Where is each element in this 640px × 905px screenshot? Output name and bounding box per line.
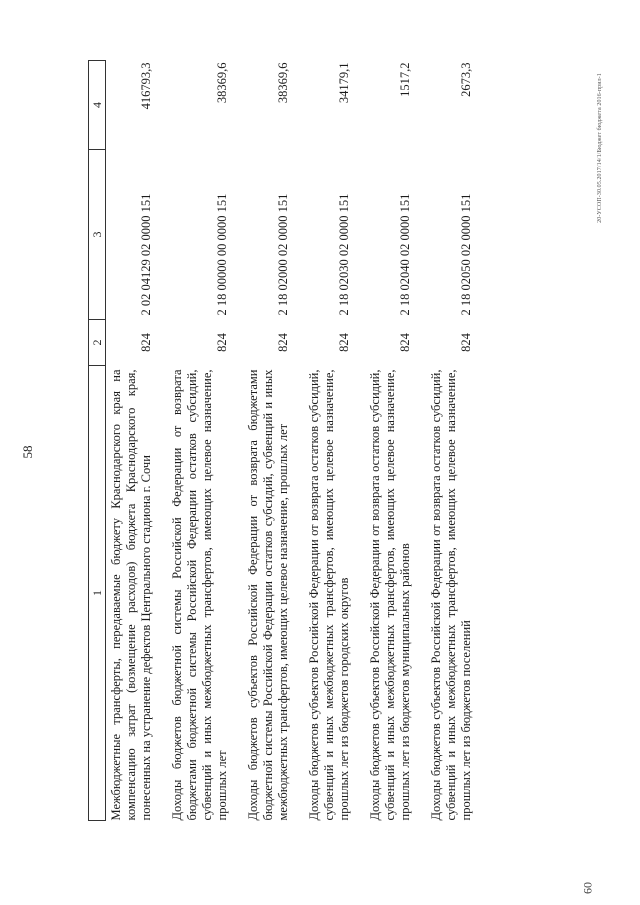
corner-page-number: 60	[580, 882, 595, 894]
row-classification-code: 2 18 02040 02 0000 151	[398, 193, 412, 316]
row-description: Доходы бюджетов субъектов Российской Федерации от возврата бюджетами бюджетной системы Российской Федерации остатков субсидий, субвенций и иных межбюджетных трансфертов, имеющих целевое назначение, прошлых лет	[246, 369, 290, 821]
row-classification-code: 2 18 02050 02 0000 151	[459, 193, 473, 316]
row-classification-code: 2 18 02000 02 0000 151	[276, 193, 290, 316]
row-amount: 2673,3	[459, 62, 473, 97]
table-row	[413, 61, 474, 821]
table-row	[352, 61, 413, 821]
rotated-table-area	[88, 61, 640, 821]
row-amount: 38369,6	[215, 62, 229, 104]
table-row	[230, 61, 291, 821]
row-classification-code: 2 18 02030 02 0000 151	[337, 193, 351, 316]
table-row	[154, 61, 230, 821]
column-header-3: 3	[89, 150, 106, 320]
row-admin-code: 824	[276, 333, 290, 352]
row-amount: 1517,2	[398, 62, 412, 97]
row-description: Доходы бюджетов субъектов Российской Федерации от возврата остатков субсидий, субвенций и иных межбюджетных трансфертов, имеющих целевое назначение, прошлых лет из бюджетов муниципальных районов	[368, 369, 412, 821]
row-classification-code: 2 18 00000 00 0000 151	[215, 193, 229, 316]
row-description: Доходы бюджетов субъектов Российской Федерации от возврата остатков субсидий, субвенций и иных межбюджетных трансфертов, имеющих целевое назначение, прошлых лет из бюджетов городских округов	[307, 369, 351, 821]
column-header-1: 1	[89, 366, 106, 821]
table-row	[291, 61, 352, 821]
row-description: Доходы бюджетов бюджетной системы Российской Федерации от возврата бюджетами бюджетной системы Российской Федерации остатков субсидий, субвенций и иных межбюджетных трансфертов, имеющих целевое назначение, прошлых лет	[170, 369, 229, 821]
row-description: Доходы бюджетов субъектов Российской Федерации от возврата остатков субсидий, субвенций и иных межбюджетных трансфертов, имеющих целевое назначение, прошлых лет из бюджетов поселений	[429, 369, 473, 821]
column-header-2: 2	[89, 320, 106, 366]
row-admin-code: 824	[459, 333, 473, 352]
column-header-4: 4	[89, 61, 106, 150]
table-header-row	[89, 61, 106, 821]
row-admin-code: 824	[337, 333, 351, 352]
page-number: 58	[20, 445, 35, 459]
rotated-table-frame	[88, 61, 593, 821]
row-amount: 38369,6	[276, 62, 290, 104]
row-amount: 416793,3	[139, 62, 153, 110]
row-admin-code: 824	[139, 333, 153, 352]
row-amount: 34179,1	[337, 62, 351, 104]
row-admin-code: 824	[215, 333, 229, 352]
row-classification-code: 2 02 04129 02 0000 151	[139, 193, 153, 316]
budget-revenue-table	[88, 60, 474, 821]
row-admin-code: 824	[398, 333, 412, 352]
table-row	[106, 61, 155, 821]
row-description: Межбюджетные трансферты, передаваемые бюджету Краснодарского края на компенсацию затрат (возмещение расходов) бюджета Краснодарского края, понесенных на устранение дефектов Центрального стадиона г. Сочи	[109, 369, 153, 821]
document-footer-code: 20-УСОП-30.05.2017/14/1/Бюджет бюджета 2016-прил-1	[597, 73, 603, 223]
